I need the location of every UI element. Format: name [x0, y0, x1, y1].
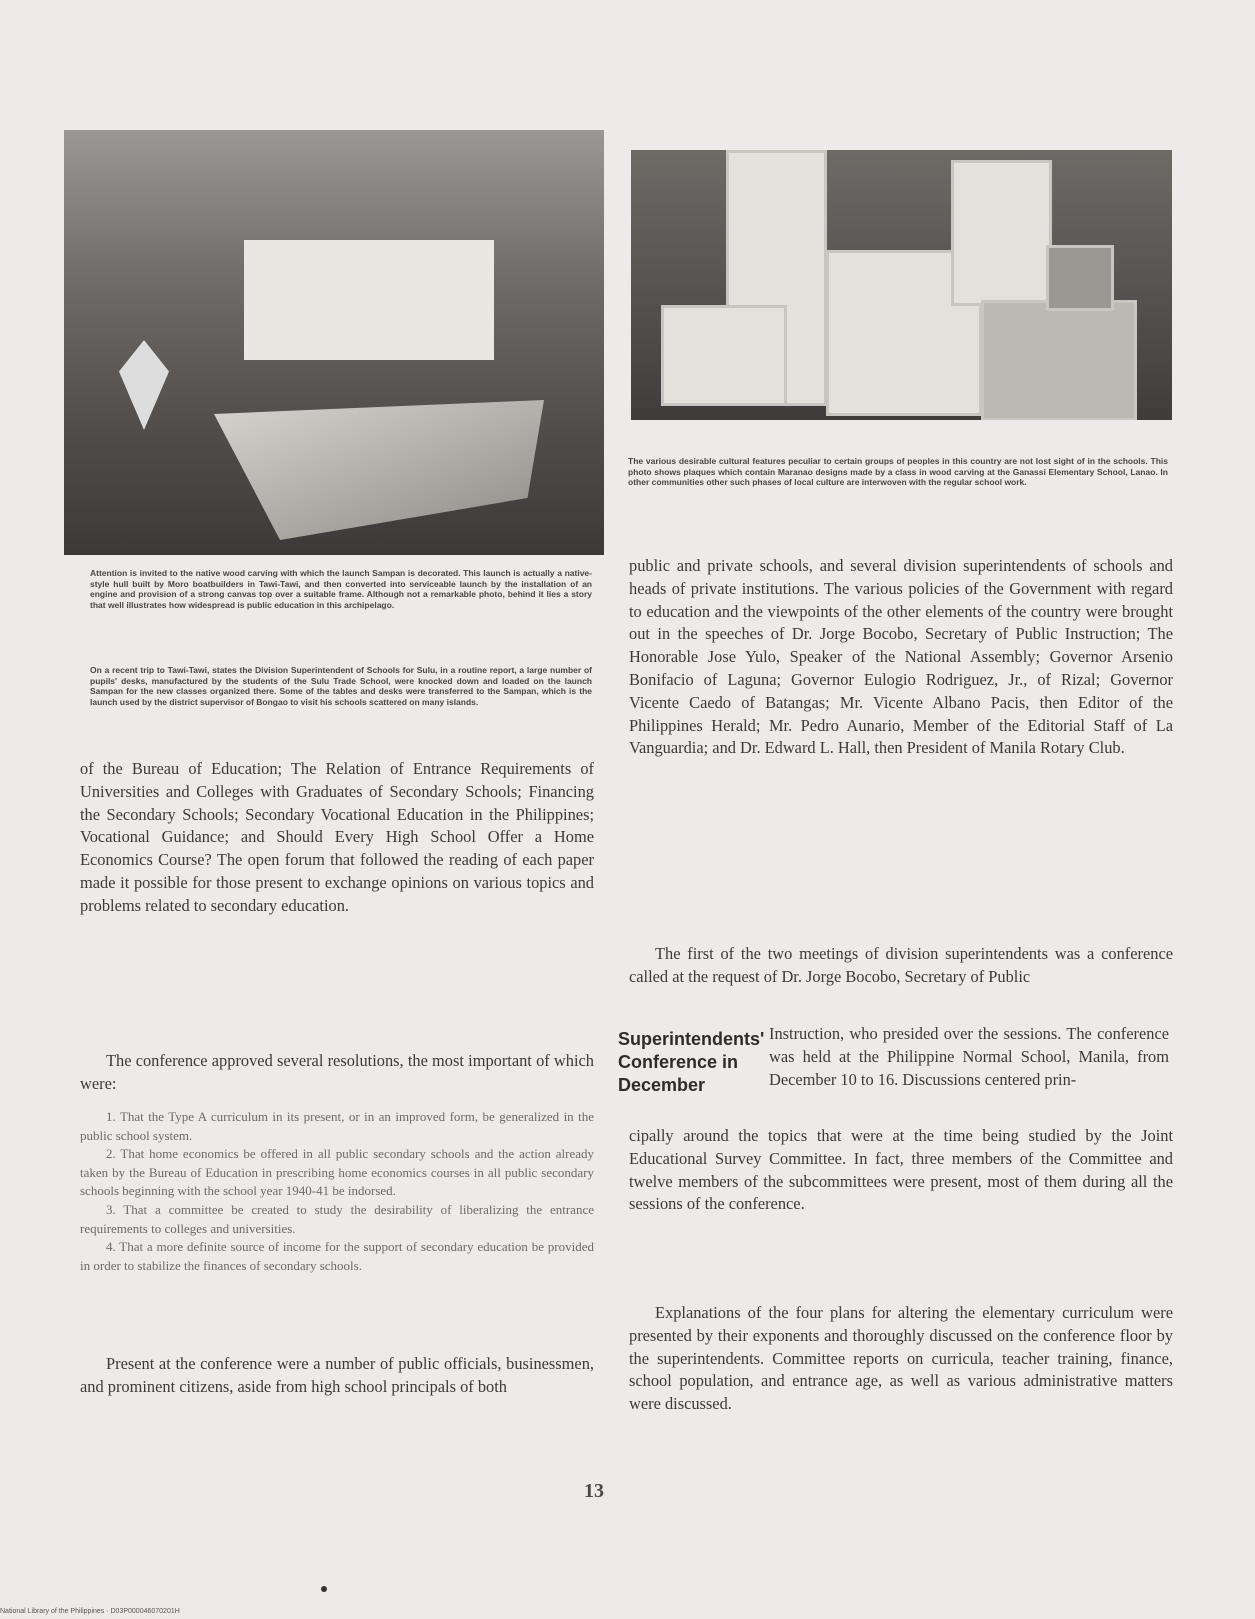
wood-carving-ornament: [119, 340, 169, 430]
ink-dot: [321, 1586, 327, 1592]
right-column-paragraph: Instruction, who presided over the sessions. The conference was held at the Philippine Normal School, Manila, from December 10 to 16. Discussions centered prin-: [769, 1024, 1169, 1089]
right-column-paragraph: The first of the two meetings of division superintendents was a conference called at the request of Dr. Jorge Bocobo, Secretary of Public: [629, 944, 1173, 986]
carved-plaque: [951, 160, 1052, 306]
photo-wood-carvings: [631, 150, 1172, 420]
right-column-paragraph: cipally around the topics that were at the time being studied by the Joint Educational Survey Committee. In fact, three members of the Committee and twelve members of the subcommittees were present, most of them during all the sessions of the conference.: [629, 1126, 1173, 1214]
left-column-paragraph: The conference approved several resolutions, the most important of which were:: [80, 1051, 594, 1093]
carved-plaque: [661, 305, 787, 406]
right-column-paragraph: public and private schools, and several division superintendents of schools and heads of private institutions. The various policies of the Government with regard to education and the viewpoints of the other elements of the country were brought out in the speeches of Dr. Jorge Bocobo, Secretary of Public Instruction; The Honorable Jose Yulo, Speaker of the National Assembly; Governor Arsenio Bonifacio of Laguna; Governor Eulogio Rodriguez, Jr., of Rizal; Governor Vicente Caedo of Batangas; Mr. Vicente Albano Pacis, then Editor of the Philippines Herald; Mr. Pedro Aunario, Member of the Editorial Staff of La Vanguardia; and Dr. Edward L. Hall, then President of Manila Rotary Club.: [629, 556, 1173, 758]
photo-launch-boat: [64, 130, 604, 555]
side-heading: Superintendents' Conference in December: [618, 1029, 765, 1095]
page-number: 13: [584, 1480, 604, 1502]
photo-caption-left: Attention is invited to the native wood carving with which the launch Sampan is decorated. This launch is actually a native-style hull built by Moro boatbuilders in Tawi-Tawi, and then converted into serviceable launch by the installation of an engine and provision of a strong canvas top over a suitable frame. Although not a remarkable photo, behind it lies a story that well illustrates how widespread is public education in this archipelago.: [90, 568, 592, 610]
carved-plaque: [1046, 245, 1114, 311]
scan-footer-note: National Library of the Philippines · D03P000046070201H: [0, 1608, 180, 1615]
carved-plaque: [981, 300, 1137, 420]
left-column-paragraph: Present at the conference were a number of public officials, businessmen, and prominent citizens, aside from high school principals of both: [80, 1354, 594, 1396]
resolution-item: 1. That the Type A curriculum in its present, or in an improved form, be generalized in the public school system.: [80, 1109, 594, 1143]
right-column-paragraph: Explanations of the four plans for altering the elementary curriculum were presented by their exponents and thoroughly discussed on the conference floor by the superintendents. Committee reports on curricula, teacher training, finance, school population, and entrance age, as well as various administrative matters were discussed.: [629, 1303, 1173, 1414]
boat-hull: [214, 400, 544, 540]
resolution-item: 3. That a committee be created to study the desirability of liberalizing the entrance requirements to colleges and universities.: [80, 1201, 594, 1236]
left-column-paragraph: of the Bureau of Education; The Relation of Entrance Requirements of Universities and Colleges with Graduates of Secondary Schools; Financing the Secondary Schools; Secondary Vocational Education in the Philippines; Vocational Guidance; and Should Every High School Offer a Home Economics Course? The open forum that followed the reading of each paper made it possible for those present to exchange opinions on various topics and problems related to secondary education.: [80, 759, 594, 915]
resolution-item: 2. That home economics be offered in all public secondary schools and the action already taken by the Bureau of Education in prescribing home economics courses in all public secondary schools beginning with the school year 1940-41 be indorsed.: [80, 1146, 594, 1199]
photo-caption-right: The various desirable cultural features peculiar to certain groups of peoples in this country are not lost sight of in the schools. This photo shows plaques which contain Maranao designs made by a class in wood carving at the Ganassi Elementary School, Lanao. In other communities other such phases of local culture are interwoven with the regular school work.: [628, 456, 1168, 488]
photo-caption-left-continued: On a recent trip to Tawi-Tawi, states the Division Superintendent of Schools for Sulu, in a routine report, a large number of pupils' desks, manufactured by the students of the Sulu Trade School, were knocked down and loaded on the launch Sampan for the new classes organized there. Some of the tables and desks were transferred to the Sampan, which is the launch used by the district supervisor of Bongao to visit his schools scattered on many islands.: [90, 665, 592, 707]
resolutions-list: [80, 1108, 594, 1275]
resolution-item: 4. That a more definite source of income for the support of secondary education be provided in order to stabilize the finances of secondary schools.: [80, 1239, 594, 1273]
boat-canvas-top: [244, 240, 494, 360]
